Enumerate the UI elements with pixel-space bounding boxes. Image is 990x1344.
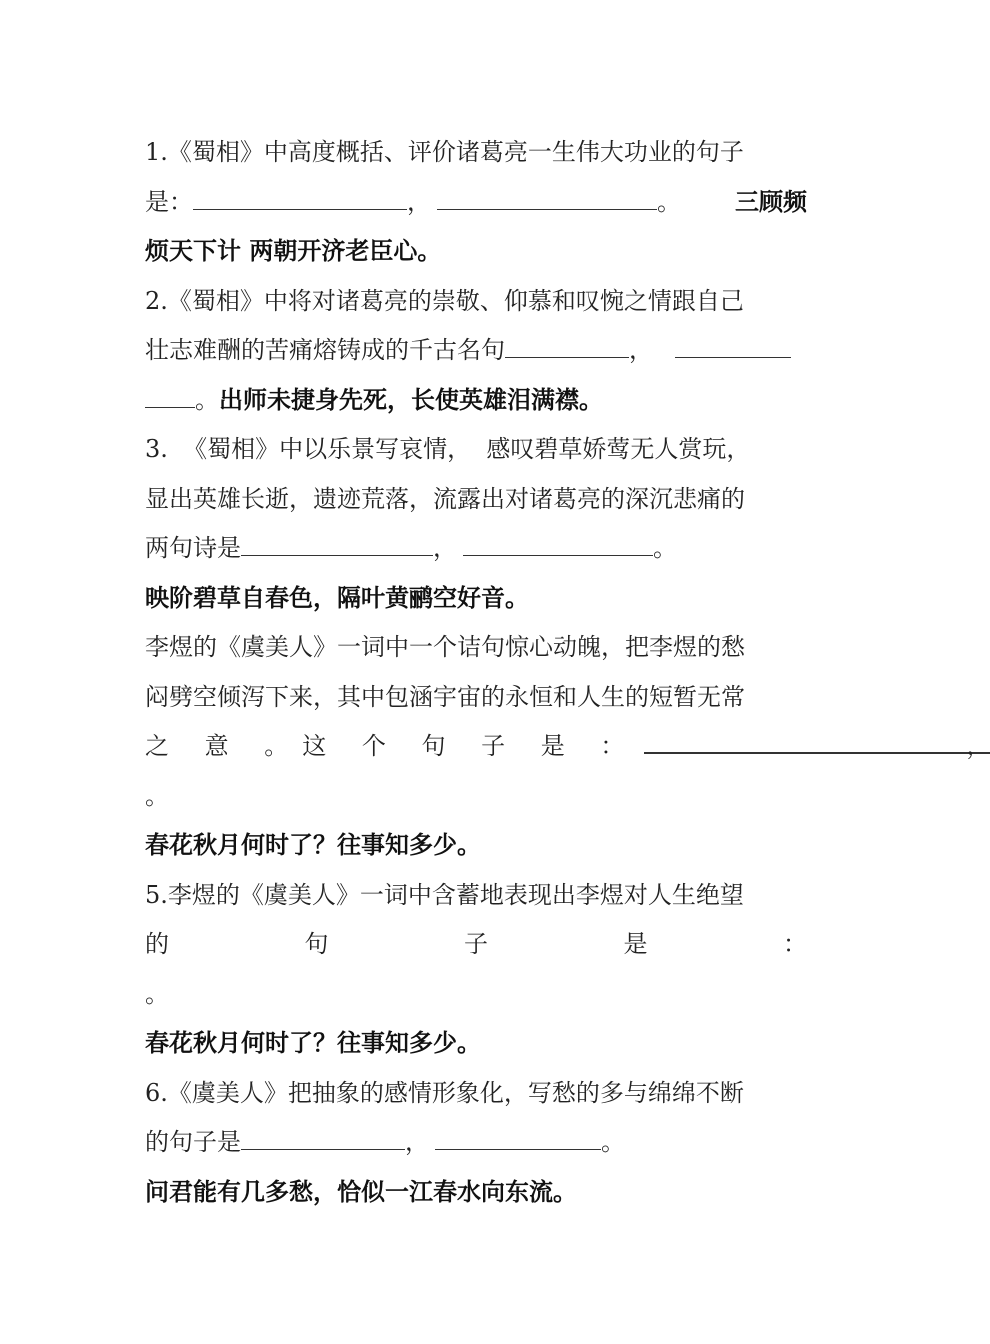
q2-answer: 出师未捷身先死，长使英雄泪满襟。 (219, 385, 603, 414)
q4-line4 (145, 772, 807, 822)
q5-word: 的 (145, 930, 169, 958)
q4-sep: ， (966, 722, 990, 754)
q1-line1: 1.《蜀相》中高度概括、评价诸葛亮一生伟大功业的句子 (145, 138, 744, 166)
q4-line3-text: 之 意 。这 个 句 子 是 ： (145, 732, 639, 760)
q1-prefix: 是： (145, 187, 193, 216)
q6-blank-1[interactable] (241, 1119, 405, 1150)
q2-blank-2b[interactable] (145, 377, 195, 408)
q5-word: 是 (623, 930, 648, 958)
q1-blank-1[interactable] (193, 179, 407, 210)
q3-blank-2[interactable] (463, 525, 653, 556)
q4-line3 (145, 722, 990, 772)
q4-blank-1[interactable] (644, 722, 966, 754)
q1-answer-part2: 烦天下计 两朝开济老臣心。 (145, 237, 442, 265)
q2-line1: 2.《蜀相》中将对诸葛亮的崇敬、仰慕和叹惋之情跟自己 (145, 286, 744, 315)
q6-line1: 6.《虞美人》把抽象的感情形象化，写愁的多与绵绵不断 (145, 1078, 744, 1107)
q3-line3 (145, 524, 807, 574)
q3-sep: ， (433, 534, 457, 562)
q3-line2: 显出英雄长逝，遗迹荒落，流露出对诸葛亮的深沉悲痛的 (145, 484, 745, 513)
q3-end: 。 (653, 534, 677, 562)
q1-answer-part1: 三顾频 (735, 187, 807, 216)
q6-blank-2[interactable] (435, 1119, 601, 1150)
document-page (145, 128, 990, 1217)
q3-line1: 3. 《蜀相》中以乐景写哀情， 感叹碧草娇莺无人赏玩， (145, 435, 751, 463)
q5-line3 (145, 970, 807, 1020)
q5-word: 句 (304, 930, 329, 958)
q5-line2 (145, 920, 807, 970)
q2-line2-text: 壮志难酬的苦痛熔铸成的千古名句 (145, 336, 505, 364)
q1-sep: ， (407, 187, 431, 216)
q3-answer: 映阶碧草自春色，隔叶黄鹂空好音。 (145, 583, 529, 612)
q1-end: 。 (657, 187, 681, 216)
q5-line1: 5.李煜的《虞美人》一词中含蓄地表现出李煜对人生绝望 (145, 880, 744, 909)
q4-line1: 李煜的《虞美人》一词中一个诘句惊心动魄，把李煜的愁 (145, 633, 745, 661)
q4-line2: 闷劈空倾泻下来，其中包涵宇宙的永恒和人生的短暂无常 (145, 682, 745, 711)
q2-line2 (145, 326, 807, 376)
q1-line2 (145, 178, 807, 228)
q4-answer: 春花秋月何时了？往事知多少。 (145, 831, 481, 859)
q6-answer: 问君能有几多愁，恰似一江春水向东流。 (145, 1177, 577, 1206)
q6-end: 。 (601, 1128, 625, 1156)
q2-blank-1[interactable] (505, 327, 629, 358)
q4-end: 。 (145, 781, 169, 810)
q2-blank-2a[interactable] (675, 327, 791, 358)
q2-sep: ， (629, 336, 653, 364)
q6-line2 (145, 1118, 807, 1168)
q6-sep: ， (405, 1128, 429, 1156)
q5-word: 子 (464, 930, 488, 958)
q5-end: 。 (145, 979, 169, 1008)
q5-word: ： (783, 930, 807, 958)
q3-blank-1[interactable] (241, 525, 433, 556)
q1-blank-2[interactable] (437, 179, 657, 210)
q3-line3-text: 两句诗是 (145, 534, 241, 562)
q5-answer: 春花秋月何时了？往事知多少。 (145, 1029, 481, 1057)
q2-end: 。 (195, 385, 219, 414)
q6-line2-text: 的句子是 (145, 1128, 241, 1156)
q2-line3 (145, 376, 807, 426)
